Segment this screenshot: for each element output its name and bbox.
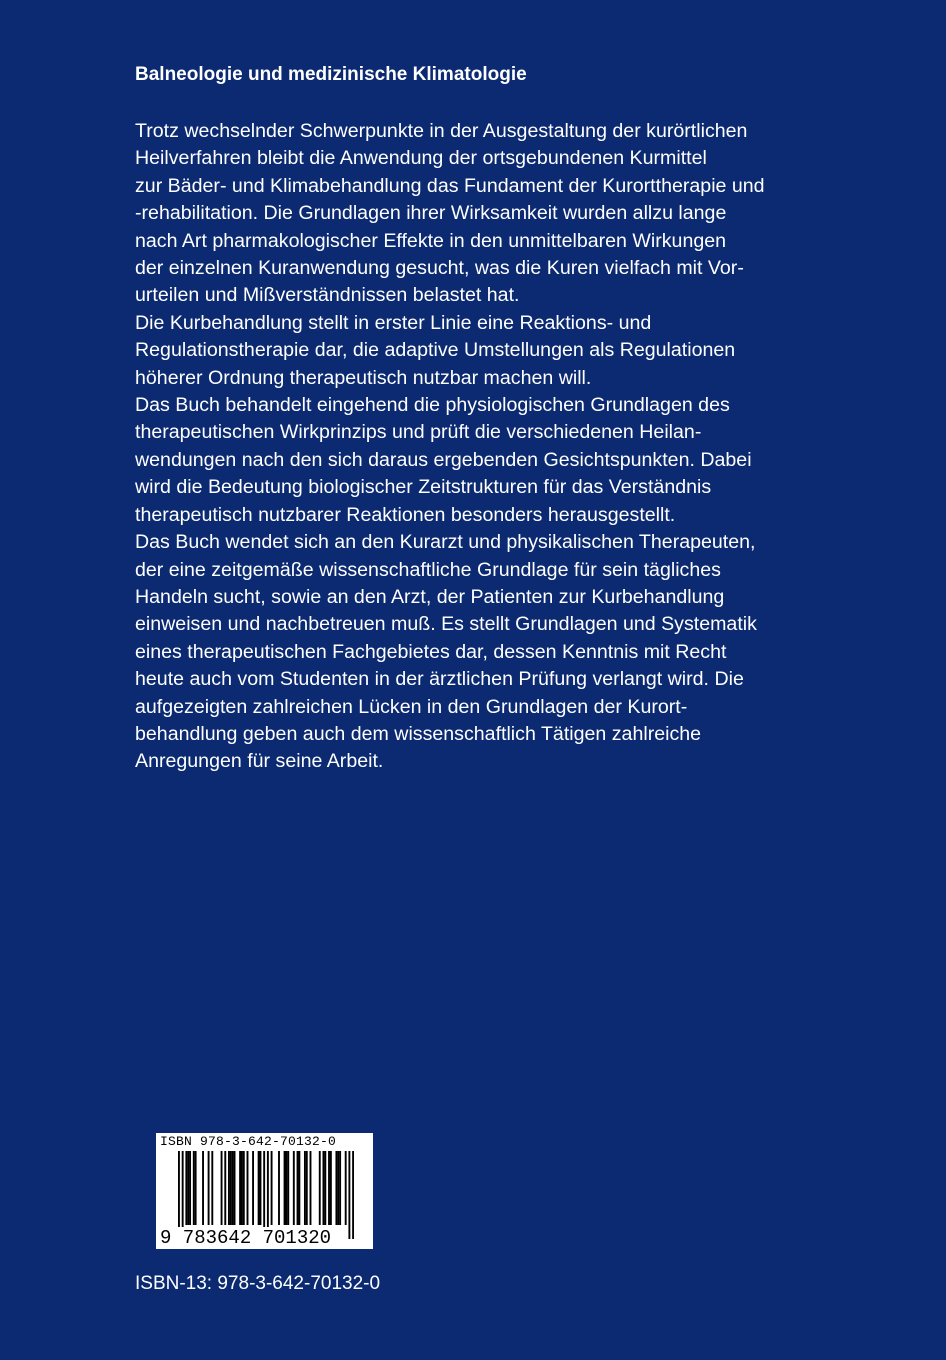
description-line: heute auch vom Studenten in der ärztlichen Prüfung verlangt wird. Die: [135, 668, 744, 691]
description-line: höherer Ordnung therapeutisch nutzbar machen will.: [135, 366, 592, 389]
barcode-bar: [185, 1151, 187, 1225]
barcode-bar: [348, 1151, 350, 1239]
barcode-bar: [319, 1151, 321, 1225]
description-line: behandlung geben auch dem wissenschaftlich Tätigen zahlreiche: [135, 722, 702, 745]
barcode-bar: [230, 1151, 232, 1225]
cover-title: Balneologie und medizinische Klimatologie: [135, 64, 527, 85]
barcode-bar: [234, 1151, 236, 1225]
barcode-bar: [232, 1151, 234, 1225]
isbn-barcode: [156, 1133, 373, 1249]
barcode-bar: [224, 1151, 226, 1225]
description-line: eines therapeutischen Fachgebietes dar, dessen Kenntnis mit Recht: [135, 640, 727, 663]
description-line: wendungen nach den sich daraus ergebenden Gesichtspunkten. Dabei: [135, 448, 752, 471]
barcode-bar: [241, 1151, 243, 1225]
barcode-bar: [263, 1151, 265, 1239]
barcode-bar: [298, 1151, 300, 1225]
barcode-bar: [328, 1151, 330, 1225]
isbn-13-label: ISBN-13: 978-3-642-70132-0: [135, 1273, 381, 1294]
barcode-bar: [195, 1151, 197, 1225]
description-line: Heilverfahren bleibt die Anwendung der ortsgebundenen Kurmittel: [135, 147, 707, 170]
description-line: -rehabilitation. Die Grundlagen ihrer Wirksamkeit wurden allzu lange: [135, 202, 727, 225]
barcode-isbn-label: ISBN 978-3-642-70132-0: [160, 1134, 337, 1149]
description-line: Trotz wechselnder Schwerpunkte in der Ausgestaltung der kurörtlichen: [135, 120, 748, 142]
barcode-bar: [252, 1151, 254, 1225]
description-line: Handeln sucht, sowie an den Arzt, der Patienten zur Kurbehandlung: [135, 585, 725, 608]
description-line: der eine zeitgemäße wissenschaftliche Grundlage für sein tägliches: [135, 558, 721, 581]
barcode-bar: [211, 1151, 213, 1225]
barcode-bar: [352, 1151, 354, 1239]
barcode-bar: [187, 1151, 189, 1225]
barcode-bar: [243, 1151, 245, 1225]
barcode-bar: [189, 1151, 191, 1225]
description-line: Das Buch behandelt eingehend die physiologischen Grundlagen des: [135, 394, 730, 417]
barcode-bar: [193, 1151, 195, 1225]
barcode-bar: [335, 1151, 337, 1225]
barcode-bar: [297, 1151, 299, 1225]
barcode-bar: [267, 1151, 269, 1239]
barcode-bar: [202, 1151, 204, 1225]
barcode-digits: 9 783642 701320: [160, 1227, 332, 1249]
barcode-bar: [208, 1151, 210, 1225]
description-line: aufgezeigten zahlreichen Lücken in den Grundlagen der Kurort-: [135, 695, 688, 718]
barcode-bar: [323, 1151, 325, 1225]
barcode-bar: [178, 1151, 180, 1239]
barcode-bar: [284, 1151, 286, 1225]
description-line: zur Bäder- und Klimabehandlung das Fundament der Kurorttherapie und: [135, 174, 765, 197]
barcode-bar: [258, 1151, 260, 1225]
description-line: wird die Bedeutung biologischer Zeitstrukturen für das Verständnis: [135, 476, 712, 499]
barcode-bar: [182, 1151, 184, 1239]
description-line: therapeutisch nutzbarer Reaktionen besonders herausgestellt.: [135, 503, 676, 526]
barcode-bar: [324, 1151, 326, 1225]
barcode-bar: [310, 1151, 312, 1225]
description-line: Die Kurbehandlung stellt in erster Linie eine Reaktions- und: [135, 311, 652, 334]
barcode-bar: [304, 1151, 306, 1225]
description-line: urteilen und Mißverständnissen belastet hat.: [135, 284, 520, 307]
barcode-bar: [278, 1151, 280, 1225]
barcode-bar: [339, 1151, 341, 1225]
description-line: therapeutischen Wirkprinzips und prüft die verschiedenen Heilan-: [135, 421, 702, 444]
barcode-bar: [293, 1151, 295, 1225]
barcode-bar: [239, 1151, 241, 1225]
barcode-bar: [337, 1151, 339, 1225]
barcode-bar: [260, 1151, 262, 1225]
description-line: Das Buch wendet sich an den Kurarzt und physikalischen Therapeuten,: [135, 531, 756, 554]
description-line: einweisen und nachbetreuen muß. Es stellt Grundlagen und Systematik: [135, 613, 757, 636]
cover-description: [135, 118, 823, 776]
barcode-bar: [345, 1151, 347, 1225]
barcode-bar: [285, 1151, 287, 1225]
description-line: der einzelnen Kuranwendung gesucht, was die Kuren vielfach mit Vor-: [135, 257, 744, 280]
barcode-bar: [221, 1151, 223, 1225]
barcode-bar: [330, 1151, 332, 1225]
description-line: Regulationstherapie dar, die adaptive Umstellungen als Regulationen: [135, 339, 736, 362]
barcode-bar: [271, 1151, 273, 1225]
barcode-bar: [247, 1151, 249, 1225]
description-line: nach Art pharmakologischer Effekte in den unmittelbaren Wirkungen: [135, 229, 727, 252]
description-line: Anregungen für seine Arbeit.: [135, 750, 384, 773]
barcode-bar: [287, 1151, 289, 1225]
barcode-bar: [306, 1151, 308, 1225]
barcode-bar: [228, 1151, 230, 1225]
